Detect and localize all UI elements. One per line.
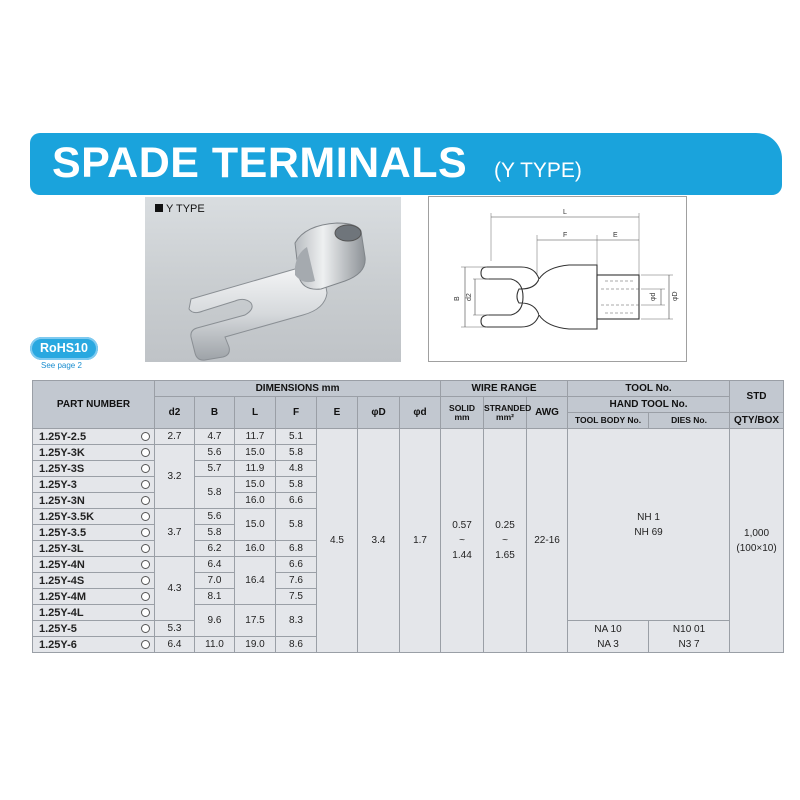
cell-tool-body-na: NA 10 NA 3 [568, 621, 649, 653]
header-d2: d2 [155, 397, 195, 429]
circle-icon [141, 544, 150, 553]
cell-f: 7.6 [276, 573, 317, 589]
page-title: SPADE TERMINALS [52, 139, 468, 187]
cell-f: 5.8 [276, 445, 317, 461]
cell-b: 5.8 [195, 525, 235, 541]
cell-f: 5.8 [276, 477, 317, 493]
part-number-cell: 1.25Y-3 [33, 477, 155, 493]
header-tool-no: TOOL No. [568, 381, 730, 397]
header-phi-d: φd [400, 397, 441, 429]
circle-icon [141, 592, 150, 601]
part-number-cell: 1.25Y-6 [33, 637, 155, 653]
cell-b: 7.0 [195, 573, 235, 589]
dim-label-d2: d2 [466, 293, 473, 301]
circle-icon [141, 480, 150, 489]
cell-l: 15.0 [235, 445, 276, 461]
cell-e: 4.5 [317, 429, 358, 653]
circle-icon [141, 432, 150, 441]
cell-l: 19.0 [235, 637, 276, 653]
circle-icon [141, 624, 150, 633]
cell-d2: 4.3 [155, 557, 195, 621]
cell-b: 5.6 [195, 509, 235, 525]
header-stranded: STRANDED mm² [484, 397, 527, 429]
cell-l: 16.0 [235, 493, 276, 509]
part-number-cell: 1.25Y-3.5K [33, 509, 155, 525]
part-number-cell: 1.25Y-3.5 [33, 525, 155, 541]
cell-b: 5.7 [195, 461, 235, 477]
cell-phi-d: 1.7 [400, 429, 441, 653]
header-qty-box: QTY/BOX [730, 413, 784, 429]
part-number-cell: 1.25Y-2.5 [33, 429, 155, 445]
cell-f: 5.1 [276, 429, 317, 445]
cell-d2: 3.7 [155, 509, 195, 557]
circle-icon [141, 464, 150, 473]
spade-terminal-image [145, 197, 401, 362]
header-awg: AWG [527, 397, 568, 429]
cell-b: 6.4 [195, 557, 235, 573]
part-number-cell: 1.25Y-3K [33, 445, 155, 461]
product-photo [145, 197, 401, 362]
header-dies-no: DIES No. [649, 413, 730, 429]
cell-l: 15.0 [235, 477, 276, 493]
header-std: STD [730, 381, 784, 413]
cell-f: 6.6 [276, 493, 317, 509]
cell-b: 9.6 [195, 605, 235, 637]
header-phi-D: φD [358, 397, 400, 429]
dim-label-phi-D: φD [672, 291, 679, 301]
dim-label-B: B [454, 296, 461, 301]
cell-l: 11.7 [235, 429, 276, 445]
cell-b: 6.2 [195, 541, 235, 557]
dim-label-F: F [563, 232, 568, 239]
cell-d2: 3.2 [155, 445, 195, 509]
circle-icon [141, 640, 150, 649]
dim-label-L: L [563, 209, 567, 216]
part-number-cell: 1.25Y-4N [33, 557, 155, 573]
cell-d2: 5.3 [155, 621, 195, 637]
part-number-cell: 1.25Y-4M [33, 589, 155, 605]
header-hand-tool-no: HAND TOOL No. [568, 397, 730, 413]
cell-l: 11.9 [235, 461, 276, 477]
cell-b: 4.7 [195, 429, 235, 445]
cell-f: 6.8 [276, 541, 317, 557]
header-solid: SOLID mm [441, 397, 484, 429]
circle-icon [141, 528, 150, 537]
cell-dies-n: N10 01 N3 7 [649, 621, 730, 653]
cell-l: 16.0 [235, 541, 276, 557]
cell-d2: 6.4 [155, 637, 195, 653]
cell-f: 7.5 [276, 589, 317, 605]
circle-icon [141, 496, 150, 505]
header-part-number: PART NUMBER [33, 381, 155, 429]
photo-caption: Y TYPE [155, 203, 205, 215]
part-number-cell: 1.25Y-4S [33, 573, 155, 589]
cell-stranded-range: 0.25 ~ 1.65 [484, 429, 527, 653]
circle-icon [141, 448, 150, 457]
cell-f: 5.8 [276, 509, 317, 541]
part-number-cell: 1.25Y-4L [33, 605, 155, 621]
dim-label-phi-d: φd [650, 292, 657, 301]
header-wire-range: WIRE RANGE [441, 381, 568, 397]
cell-f: 8.3 [276, 605, 317, 637]
cell-l: 15.0 [235, 509, 276, 541]
header-dimensions: DIMENSIONS mm [155, 381, 441, 397]
circle-icon [141, 560, 150, 569]
cell-b: 11.0 [195, 637, 235, 653]
cell-d2: 2.7 [155, 429, 195, 445]
header-E: E [317, 397, 358, 429]
cell-f: 4.8 [276, 461, 317, 477]
title-banner [30, 133, 782, 195]
cell-solid-range: 0.57 ~ 1.44 [441, 429, 484, 653]
cell-phi-D: 3.4 [358, 429, 400, 653]
header-L: L [235, 397, 276, 429]
cell-f: 6.6 [276, 557, 317, 573]
cell-l: 17.5 [235, 605, 276, 637]
circle-icon [141, 608, 150, 617]
part-number-cell: 1.25Y-5 [33, 621, 155, 637]
circle-icon [141, 512, 150, 521]
cell-f: 8.6 [276, 637, 317, 653]
dimension-drawing [428, 196, 687, 362]
page-subtitle: (Y TYPE) [494, 159, 582, 182]
dim-label-E: E [613, 232, 618, 239]
header-tool-body-no: TOOL BODY No. [568, 413, 649, 429]
cell-hand-tool-nh: NH 1 NH 69 [568, 429, 730, 621]
see-page-note: See page 2 [41, 361, 82, 370]
header-F: F [276, 397, 317, 429]
part-number-cell: 1.25Y-3L [33, 541, 155, 557]
cell-std-qty: 1,000 (100×10) [730, 429, 784, 653]
cell-b: 8.1 [195, 589, 235, 605]
part-number-cell: 1.25Y-3S [33, 461, 155, 477]
cell-awg: 22-16 [527, 429, 568, 653]
cell-b: 5.6 [195, 445, 235, 461]
spec-table [32, 380, 784, 653]
cell-l: 16.4 [235, 557, 276, 605]
table-row [33, 429, 784, 445]
part-number-cell: 1.25Y-3N [33, 493, 155, 509]
rohs-badge: RoHS10 [30, 337, 98, 360]
circle-icon [141, 576, 150, 585]
header-B: B [195, 397, 235, 429]
cell-b: 5.8 [195, 477, 235, 509]
